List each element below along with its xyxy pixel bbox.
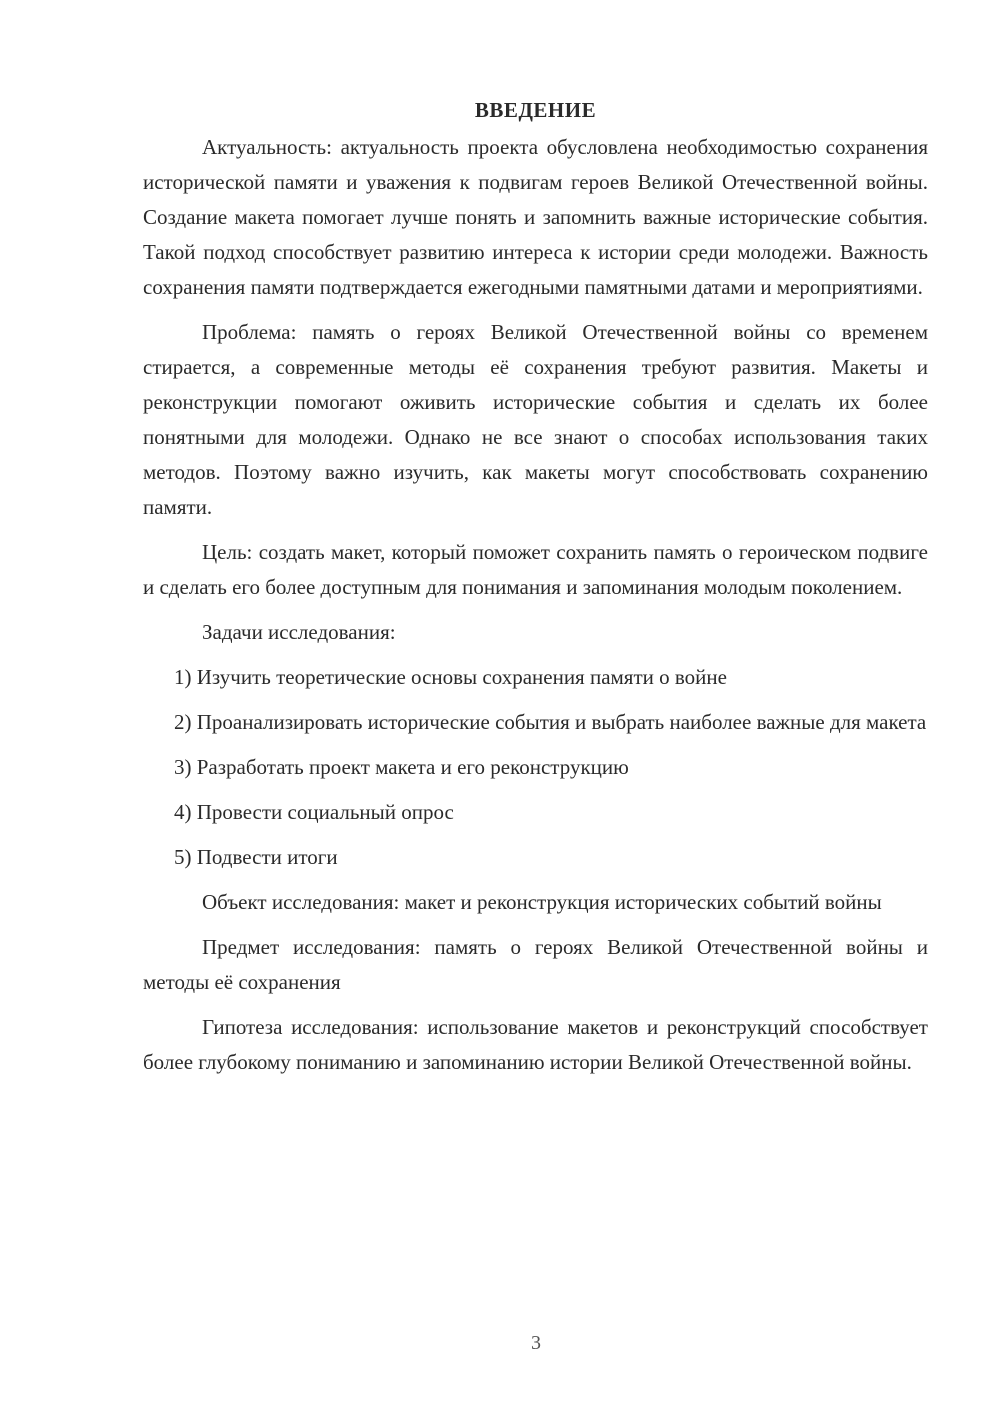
task-item-4: 4) Провести социальный опрос [174,800,454,824]
section-title: ВВЕДЕНИЕ [474,98,597,122]
tasks-heading: Задачи исследования: [202,620,396,644]
paragraph-problem: Проблема: память о героях Великой Отечественной войны со временем стирается, а современные методы её сохранения требуют развития. Макеты и реконструкции помогают оживить исторические события и сделать их более понятными для молодежи. Однако не все знают о способах использования таких методов. Поэтому важно изучить, как макеты могут способствовать сохранению памяти. [143,320,928,519]
paragraph-object: Объект исследования: макет и реконструкция исторических событий войны [202,890,882,914]
paragraph-hypothesis: Гипотеза исследования: использование макетов и реконструкций способствует более глубокому пониманию и запоминанию истории Великой Отечественной войны. [143,1015,928,1074]
task-item-3: 3) Разработать проект макета и его реконструкцию [174,755,629,779]
paragraph-relevance: Актуальность: актуальность проекта обусловлена необходимостью сохранения исторической памяти и уважения к подвигам героев Великой Отечественной войны. Создание макета помогает лучше понять и запомнить важные исторические события. Такой подход способствует развитию интереса к истории среди молодежи. Важность сохранения памяти подтверждается ежегодными памятными датами и мероприятиями. [143,135,928,299]
paragraph-goal: Цель: создать макет, который поможет сохранить память о героическом подвиге и сделать его более доступным для понимания и запоминания молодым поколением. [143,540,928,599]
task-item-2: 2) Проанализировать исторические события и выбрать наиболее важные для макета [174,710,927,734]
task-item-5: 5) Подвести итоги [174,845,338,869]
document-page [143,92,928,1090]
task-item-1: 1) Изучить теоретические основы сохранения памяти о войне [174,665,727,689]
paragraph-subject: Предмет исследования: память о героях Великой Отечественной войны и методы её сохранения [143,935,928,994]
page-number: 3 [531,1332,541,1354]
